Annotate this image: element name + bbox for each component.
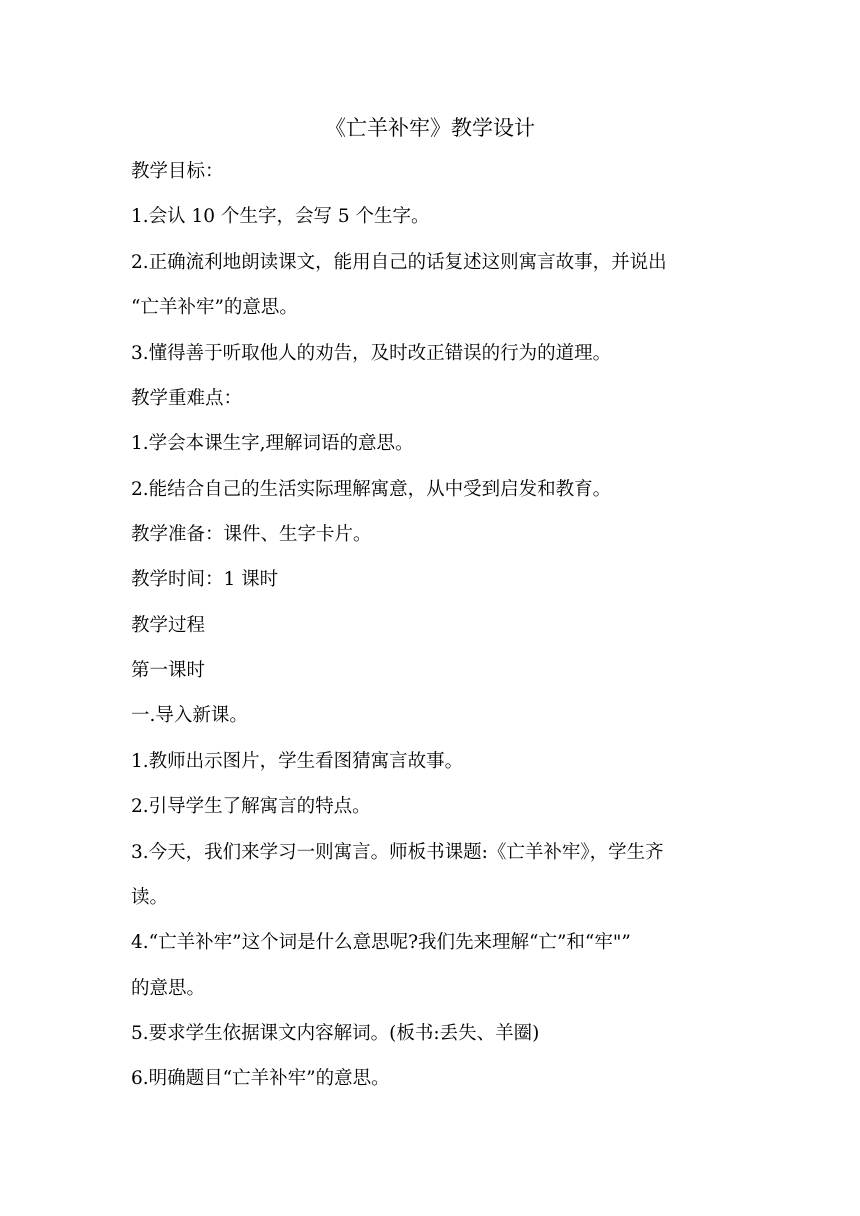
text-line: 第一课时: [131, 660, 206, 681]
text-line: 教学过程: [131, 615, 206, 636]
text-line: 教学时间：1 课时: [131, 569, 279, 590]
text-line: 2.引导学生了解寓言的特点。: [131, 796, 371, 817]
text-line: 教学重难点：: [131, 388, 243, 409]
text-line: 6.明确题目“亡羊补牢”的意思。: [131, 1068, 390, 1089]
text-line: 的意思。: [131, 978, 206, 999]
text-line: 教学目标：: [131, 161, 224, 182]
text-line: 1.会认 10 个生字，会写 5 个生字。: [131, 206, 430, 227]
text-line: 2.正确流利地朗读课文，能用自己的话复述这则寓言故事，并说出: [131, 252, 667, 273]
text-line: 一.导入新课。: [131, 705, 248, 726]
text-line: 5.要求学生依据课文内容解词。(板书:丢失、羊圈): [131, 1023, 540, 1044]
text-line: 2.能结合自己的生活实际理解寓意，从中受到启发和教育。: [131, 479, 612, 500]
text-line: 教学准备：课件、生字卡片。: [131, 524, 372, 545]
text-line: 3.今天，我们来学习一则寓言。师板书课题:《亡羊补牢》，学生齐: [131, 842, 664, 863]
text-line: 1.教师出示图片，学生看图猜寓言故事。: [131, 751, 464, 772]
text-line: 3.懂得善于听取他人的劝告，及时改正错误的行为的道理。: [131, 343, 612, 364]
text-line: 4.“亡羊补牢”这个词是什么意思呢?我们先来理解“亡”和“牢"”: [131, 932, 631, 953]
text-line: 1.学会本课生字,理解词语的意思。: [131, 433, 414, 454]
document-title: 《亡羊补牢》教学设计: [325, 116, 535, 140]
text-line: 读。: [131, 887, 169, 908]
text-line: “亡羊补牢”的意思。: [131, 297, 298, 318]
